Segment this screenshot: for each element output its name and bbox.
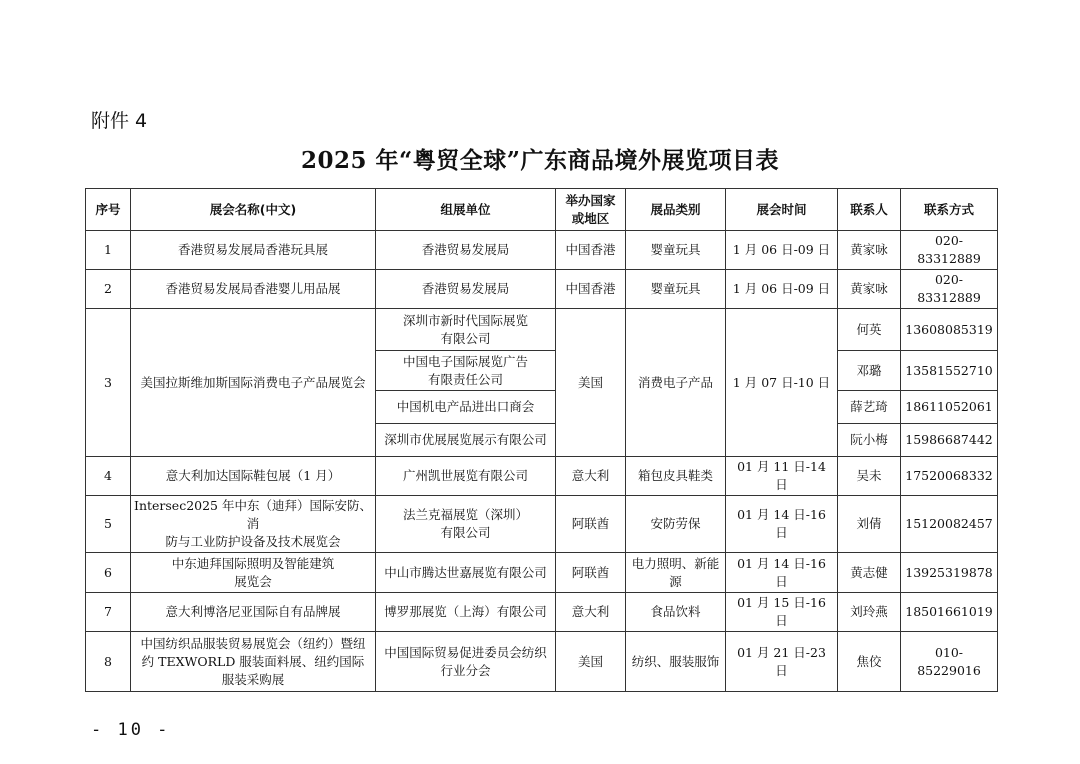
cell-contact: 刘倩 — [838, 496, 901, 553]
cell-country: 阿联酋 — [556, 553, 626, 593]
header-phone: 联系方式 — [901, 189, 998, 231]
table-row — [86, 270, 998, 309]
cell-no: 1 — [86, 231, 131, 270]
cell-country: 美国 — [556, 309, 626, 457]
cell-no: 7 — [86, 593, 131, 632]
header-contact: 联系人 — [838, 189, 901, 231]
cell-phone: 17520068332 — [901, 457, 998, 496]
cell-phone: 13581552710 — [901, 351, 998, 391]
cell-organizer: 深圳市优展展览展示有限公司 — [376, 424, 556, 457]
cell-organizer: 中国国际贸易促进委员会纺织 行业分会 — [376, 632, 556, 692]
header-row — [86, 189, 998, 231]
header-date: 展会时间 — [726, 189, 838, 231]
cell-category: 电力照明、新能 源 — [626, 553, 726, 593]
header-no: 序号 — [86, 189, 131, 231]
cell-country: 美国 — [556, 632, 626, 692]
cell-date: 01 月 15 日-16 日 — [726, 593, 838, 632]
cell-category: 纺织、服装服饰 — [626, 632, 726, 692]
cell-name: 中国纺织品服装贸易展览会（纽约）暨纽 约 TEXWORLD 服装面料展、纽约国际 服装采购展 — [131, 632, 376, 692]
cell-no: 8 — [86, 632, 131, 692]
cell-contact: 吴未 — [838, 457, 901, 496]
cell-phone: 020-83312889 — [901, 270, 998, 309]
cell-phone: 18501661019 — [901, 593, 998, 632]
document-title: 2025 年“粤贸全球”广东商品境外展览项目表 — [301, 147, 779, 174]
cell-organizer: 香港贸易发展局 — [376, 231, 556, 270]
cell-country: 意大利 — [556, 593, 626, 632]
cell-contact: 何英 — [838, 309, 901, 351]
table-row — [86, 593, 998, 632]
cell-contact: 邓璐 — [838, 351, 901, 391]
cell-organizer: 中国电子国际展览广告 有限责任公司 — [376, 351, 556, 391]
attachment-label: 附件 4 — [91, 110, 148, 132]
cell-phone: 15986687442 — [901, 424, 998, 457]
cell-contact: 黄志健 — [838, 553, 901, 593]
cell-phone: 15120082457 — [901, 496, 998, 553]
cell-organizer: 香港贸易发展局 — [376, 270, 556, 309]
cell-date: 01 月 14 日-16 日 — [726, 496, 838, 553]
cell-contact: 黄家咏 — [838, 231, 901, 270]
cell-contact: 薛艺琦 — [838, 391, 901, 424]
cell-name: 美国拉斯维加斯国际消费电子产品展览会 — [131, 309, 376, 457]
cell-phone: 13925319878 — [901, 553, 998, 593]
cell-name: 香港贸易发展局香港玩具展 — [131, 231, 376, 270]
cell-category: 箱包皮具鞋类 — [626, 457, 726, 496]
table-row — [86, 231, 998, 270]
cell-organizer: 深圳市新时代国际展览 有限公司 — [376, 309, 556, 351]
cell-no: 3 — [86, 309, 131, 457]
cell-category: 消费电子产品 — [626, 309, 726, 457]
cell-contact: 黄家咏 — [838, 270, 901, 309]
cell-no: 5 — [86, 496, 131, 553]
cell-contact: 刘玲燕 — [838, 593, 901, 632]
cell-country: 阿联酋 — [556, 496, 626, 553]
cell-date: 01 月 14 日-16 日 — [726, 553, 838, 593]
cell-name: 中东迪拜国际照明及智能建筑 展览会 — [131, 553, 376, 593]
cell-country: 意大利 — [556, 457, 626, 496]
cell-date: 01 月 11 日-14 日 — [726, 457, 838, 496]
cell-no: 2 — [86, 270, 131, 309]
cell-phone: 010-85229016 — [901, 632, 998, 692]
cell-country: 中国香港 — [556, 231, 626, 270]
cell-date: 1 月 06 日-09 日 — [726, 231, 838, 270]
cell-organizer: 中国机电产品进出口商会 — [376, 391, 556, 424]
cell-organizer: 广州凯世展览有限公司 — [376, 457, 556, 496]
cell-contact: 焦佼 — [838, 632, 901, 692]
cell-category: 食品饮料 — [626, 593, 726, 632]
table-row — [86, 496, 998, 553]
cell-no: 6 — [86, 553, 131, 593]
table-row — [86, 457, 998, 496]
cell-phone: 13608085319 — [901, 309, 998, 351]
header-country: 举办国家 或地区 — [556, 189, 626, 231]
exhibition-table — [85, 188, 998, 692]
cell-no: 4 — [86, 457, 131, 496]
header-category: 展品类别 — [626, 189, 726, 231]
cell-organizer: 中山市腾达世嘉展览有限公司 — [376, 553, 556, 593]
cell-name: 意大利加达国际鞋包展（1 月） — [131, 457, 376, 496]
table-row — [86, 309, 998, 351]
table-row — [86, 553, 998, 593]
header-name: 展会名称(中文) — [131, 189, 376, 231]
cell-date: 01 月 21 日-23 日 — [726, 632, 838, 692]
cell-date: 1 月 06 日-09 日 — [726, 270, 838, 309]
cell-category: 安防劳保 — [626, 496, 726, 553]
cell-phone: 020-83312889 — [901, 231, 998, 270]
page-number: - 10 - — [91, 720, 171, 740]
cell-phone: 18611052061 — [901, 391, 998, 424]
table-row — [86, 632, 998, 692]
header-organizer: 组展单位 — [376, 189, 556, 231]
cell-country: 中国香港 — [556, 270, 626, 309]
cell-name: 意大利博洛尼亚国际自有品牌展 — [131, 593, 376, 632]
cell-organizer: 博罗那展览（上海）有限公司 — [376, 593, 556, 632]
cell-organizer: 法兰克福展览（深圳） 有限公司 — [376, 496, 556, 553]
cell-category: 婴童玩具 — [626, 231, 726, 270]
cell-name: Intersec2025 年中东（迪拜）国际安防、消 防与工业防护设备及技术展览会 — [131, 496, 376, 553]
cell-contact: 阮小梅 — [838, 424, 901, 457]
cell-date: 1 月 07 日-10 日 — [726, 309, 838, 457]
cell-category: 婴童玩具 — [626, 270, 726, 309]
cell-name: 香港贸易发展局香港婴儿用品展 — [131, 270, 376, 309]
